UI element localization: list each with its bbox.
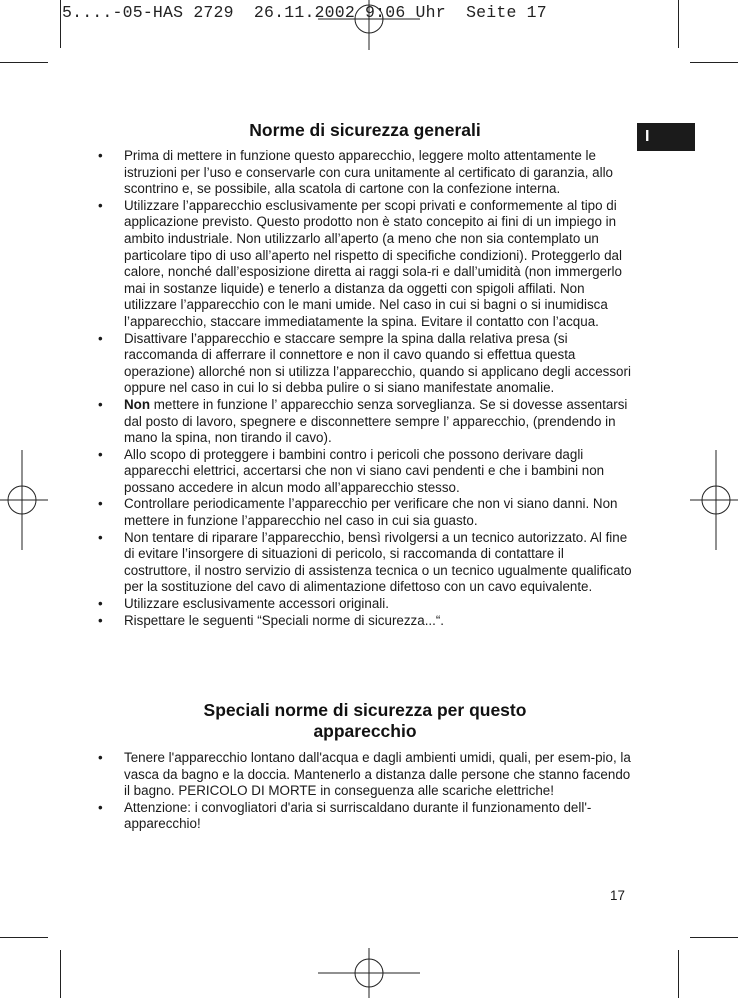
bullet-icon: • [98,330,103,346]
section-title-line-1: Speciali norme di sicurezza per questo [203,700,527,720]
crop-mark-bottom-right-v [678,950,679,998]
list-item-text: Attenzione: i convogliatori d'aria si surriscaldano durante il funzionamento dell'-apparecchio! [124,799,592,832]
list-item [96,148,632,198]
list-item [96,750,632,800]
section-title-special-safety [90,700,640,742]
registration-mark-right-icon [690,450,738,550]
special-safety-list [96,750,632,833]
list-item-text: Disattivare l’apparecchio e staccare sempre la spina dalla relativa presa (si raccomanda di afferrare il connettore e non il cavo quando si effettua questa operazione) allorché non si utilizza l’apparecchio, quando si applicano degli accessori oppure nel caso in cui lo si debba pulire o si siano manifestate anomalie. [124,330,631,396]
list-item-text: Utilizzare l’apparecchio esclusivamente per scopi privati e conformemente al tipo di applicazione previsto. Questo prodotto non è stato concepito ai fini di un impiego in ambito industriale. Non utilizzarlo all’aperto (a meno che non sia contemplato un particolare tipo di uso all’aperto nel rispetto di specifiche condizioni). Proteggerlo dal calore, nonché dall’esposizione diretta ai raggi sola-ri e dall’umidità (non immergerlo mai in sostanze liquide) e tenerlo a distanza da oggetti con spigoli affilati. Non utilizzare l’apparecchio con le mani umide. Nel caso in cui si bagni o si inumidisca l’apparecchio, staccare immediatamente la spina. Evitare il contatto con l’acqua. [124,197,622,329]
registration-mark-left-icon [0,450,48,550]
crop-mark-top-right-h [690,62,738,63]
bullet-icon: • [98,596,103,612]
bullet-icon: • [98,148,103,163]
page-number: 17 [610,888,625,903]
list-item [96,596,632,613]
bullet-icon: • [98,197,103,213]
bullet-icon: • [98,750,103,765]
list-item [96,447,632,497]
list-item-text: Allo scopo di proteggere i bambini contro i pericoli che possono derivare dagli apparecchi elettrici, accertarsi che non vi siano cavi pendenti e che i bambini non possano accedere in alcun modo all’apparecchio stesso. [124,446,605,495]
crop-mark-top-left-h [0,62,48,63]
registration-mark-top-icon [318,0,420,50]
list-item-text: mettere in funzione l’ apparecchio senza sorveglianza. Se si dovesse assentarsi dal posto di lavoro, spegnere e disconnettere sempre l’ apparecchio, (prendendo in mano la spina, non tirando il cavo). [124,396,628,446]
list-item [96,397,632,447]
list-item [96,800,632,833]
list-item-text: Utilizzare esclusivamente accessori originali. [124,596,389,612]
bullet-icon: • [98,446,103,462]
general-safety-list [96,148,632,629]
crop-mark-bottom-left-h [0,937,48,938]
crop-mark-bottom-left-v [60,950,61,998]
list-item-bold: Non [124,396,151,412]
crop-mark-bottom-right-h [690,937,738,938]
section-title-line-2: apparecchio [313,721,417,741]
print-header: 5....-05-HAS 2729 26.11.2002 9:06 Uhr Seite 17 [62,3,547,22]
list-item-text: Controllare periodicamente l’apparecchio per verificare che non vi siano danni. Non mettere in funzione l’apparecchio nel caso in cui sia guasto. [124,496,618,529]
list-item [96,496,632,529]
list-item [96,530,632,596]
list-item-text: Tenere l'apparecchio lontano dall'acqua e dagli ambienti umidi, quali, per esem-pio, la vasca da bagno e la doccia. Mantenerlo a distanza dalle persone che stanno facendo il bagno. PERICOLO DI MORTE in conseguenza alle scariche elettriche! [124,750,631,799]
crop-mark-top-left-v [60,0,61,48]
list-item [96,613,632,630]
section-title-general-safety: Norme di sicurezza generali [249,120,481,140]
language-tab: I [637,123,695,151]
bullet-icon: • [98,529,103,545]
bullet-icon: • [98,496,103,512]
bullet-icon: • [98,396,103,412]
registration-mark-bottom-icon [318,948,420,998]
list-item-text: Non tentare di riparare l’apparecchio, bensì rivolgersi a un tecnico autorizzato. Al fine di evitare l’insorgere di situazioni di pericolo, si raccomanda di contattare il costruttore, il nostro servizio di assistenza tecnica o un tecnico ugualmente qualificato per la sostituzione del cavo di alimentazione difettoso con un cavo equivalente. [124,529,632,595]
list-item-text: Rispettare le seguenti “Speciali norme di sicurezza...“. [124,612,445,628]
bullet-icon: • [98,799,103,815]
list-item [96,331,632,397]
crop-mark-top-right-v [678,0,679,48]
list-item-text: Prima di mettere in funzione questo apparecchio, leggere molto attentamente le istruzioni per l’uso e conservarle con cura unitamente al certificato di garanzia, allo scontrino e, se possibile, alla scatola di cartone con la confezione interna. [124,148,614,197]
bullet-icon: • [98,612,103,628]
list-item [96,198,632,331]
